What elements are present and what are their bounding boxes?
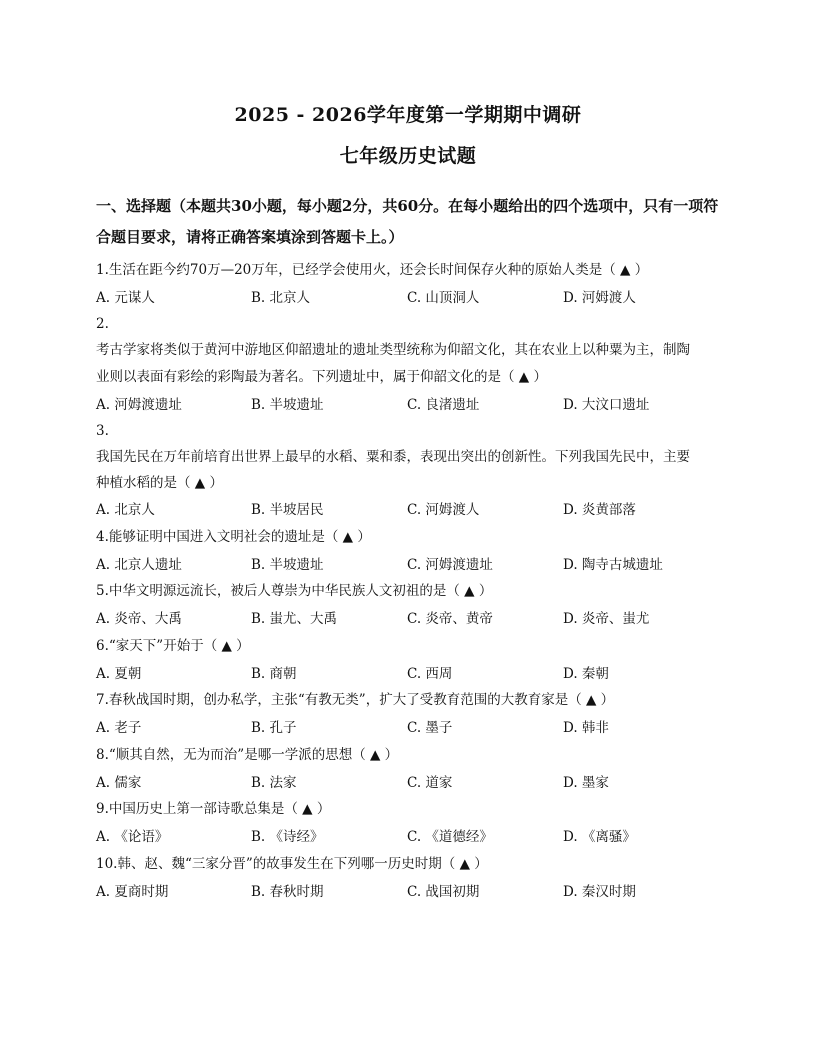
question-2-number: 2. (96, 316, 109, 332)
option-b: B. 蚩尤、大禹 (251, 611, 338, 627)
question-number: 4. (96, 529, 109, 545)
option-c: C. 墨子 (407, 720, 453, 736)
option-b: B. 《诗经》 (251, 829, 324, 845)
option-a: A. 元谋人 (96, 290, 155, 306)
option-a: A. 夏商时期 (96, 884, 169, 900)
question-text: 春秋战国时期，创办私学，主张“有教无类”，扩大了受教育范围的大教育家是（ ▲ ） (108, 692, 615, 708)
option-d: D. 秦朝 (563, 666, 609, 682)
option-d: D. 秦汉时期 (563, 884, 636, 900)
option-c: C. 良渚遗址 (407, 397, 480, 413)
option-d: D. 陶寺古城遗址 (563, 557, 663, 573)
question-text: “顺其自然，无为而治”是哪一学派的思想（ ▲ ） (108, 747, 399, 763)
option-b: B. 半坡遗址 (251, 557, 324, 573)
question-6 (96, 636, 726, 656)
question-2-text-line-2: 业则以表面有彩绘的彩陶最为著名。下列遗址中，属于仰韶文化的是（ ▲ ） (96, 369, 547, 385)
question-text: 生活在距今约70万—20万年，已经学会使用火，还会长时间保存火种的原始人类是（ ▲ ） (108, 262, 649, 278)
options-4 (96, 555, 736, 575)
options-10 (96, 882, 736, 902)
question-number: 9. (96, 801, 109, 817)
option-c: C. 西周 (407, 666, 453, 682)
options-8 (96, 773, 736, 793)
question-text: 能够证明中国进入文明社会的遗址是（ ▲ ） (108, 529, 371, 545)
options-6 (96, 664, 736, 684)
question-10 (96, 854, 726, 874)
option-d: D. 《离骚》 (563, 829, 636, 845)
option-a: A. 炎帝、大禹 (96, 611, 182, 627)
options-2 (96, 395, 736, 415)
question-text: 中华文明源远流长，被后人尊崇为中华民族人文初祖的是（ ▲ ） (108, 583, 493, 599)
question-number: 8. (96, 747, 109, 763)
question-3-text-line-1: 我国先民在万年前培育出世界上最早的水稻、粟和黍，表现出突出的创新性。下列我国先民中，主要 (96, 449, 690, 465)
option-d: D. 河姆渡人 (563, 290, 636, 306)
option-a: A. 老子 (96, 720, 142, 736)
option-a: A. 夏朝 (96, 666, 142, 682)
question-7 (96, 690, 726, 710)
section-heading: 一、选择题（本题共30小题，每小题2分，共60分。在每小题给出的四个选项中，只有一项符合题目要求，请将正确答案填涂到答题卡上。） (96, 197, 719, 246)
option-a: A. 北京人遗址 (96, 557, 182, 573)
question-9 (96, 799, 726, 819)
question-number: 6. (96, 638, 109, 654)
question-number: 7. (96, 692, 109, 708)
option-d: D. 炎帝、蚩尤 (563, 611, 650, 627)
question-4 (96, 527, 726, 547)
option-d: D. 大汶口遗址 (563, 397, 650, 413)
question-1 (96, 260, 726, 280)
option-b: B. 孔子 (251, 720, 297, 736)
exam-subtitle: 七年级历史试题 (339, 145, 477, 167)
option-d: D. 韩非 (563, 720, 609, 736)
options-3 (96, 500, 736, 520)
option-c: C. 河姆渡人 (407, 502, 480, 518)
option-a: A. 河姆渡遗址 (96, 397, 182, 413)
option-c: C. 山顶洞人 (407, 290, 480, 306)
option-c: C. 道家 (407, 775, 453, 791)
option-b: B. 半坡遗址 (251, 397, 324, 413)
option-b: B. 北京人 (251, 290, 311, 306)
question-number: 1. (96, 262, 109, 278)
option-a: A. 北京人 (96, 502, 155, 518)
option-a: A. 《论语》 (96, 829, 169, 845)
option-d: D. 墨家 (563, 775, 609, 791)
question-text: 韩、赵、魏“三家分晋”的故事发生在下列哪一历史时期（ ▲ ） (117, 856, 488, 872)
option-b: B. 春秋时期 (251, 884, 324, 900)
option-c: C. 《道德经》 (407, 829, 493, 845)
option-b: B. 法家 (251, 775, 297, 791)
question-text: 中国历史上第一部诗歌总集是（ ▲ ） (108, 801, 331, 817)
question-3-text-line-2: 种植水稻的是（ ▲ ） (96, 475, 223, 491)
option-b: B. 商朝 (251, 666, 297, 682)
options-7 (96, 718, 736, 738)
question-5 (96, 581, 726, 601)
option-c: C. 河姆渡遗址 (407, 557, 493, 573)
question-8 (96, 745, 726, 765)
options-5 (96, 609, 736, 629)
question-number: 5. (96, 583, 109, 599)
question-number: 10. (96, 856, 118, 872)
question-2-text-line-1: 考古学家将类似于黄河中游地区仰韶遗址的遗址类型统称为仰韶文化，其在农业上以种粟为主，制陶 (96, 342, 690, 358)
option-a: A. 儒家 (96, 775, 142, 791)
option-b: B. 半坡居民 (251, 502, 324, 518)
option-d: D. 炎黄部落 (563, 502, 636, 518)
option-c: C. 炎帝、黄帝 (407, 611, 493, 627)
question-text: “家天下”开始于（ ▲ ） (108, 638, 250, 654)
options-1 (96, 288, 736, 308)
question-3-number: 3. (96, 423, 109, 439)
exam-title: 2025 - 2026学年度第一学期期中调研 (234, 104, 582, 126)
option-c: C. 战国初期 (407, 884, 480, 900)
options-9 (96, 827, 736, 847)
